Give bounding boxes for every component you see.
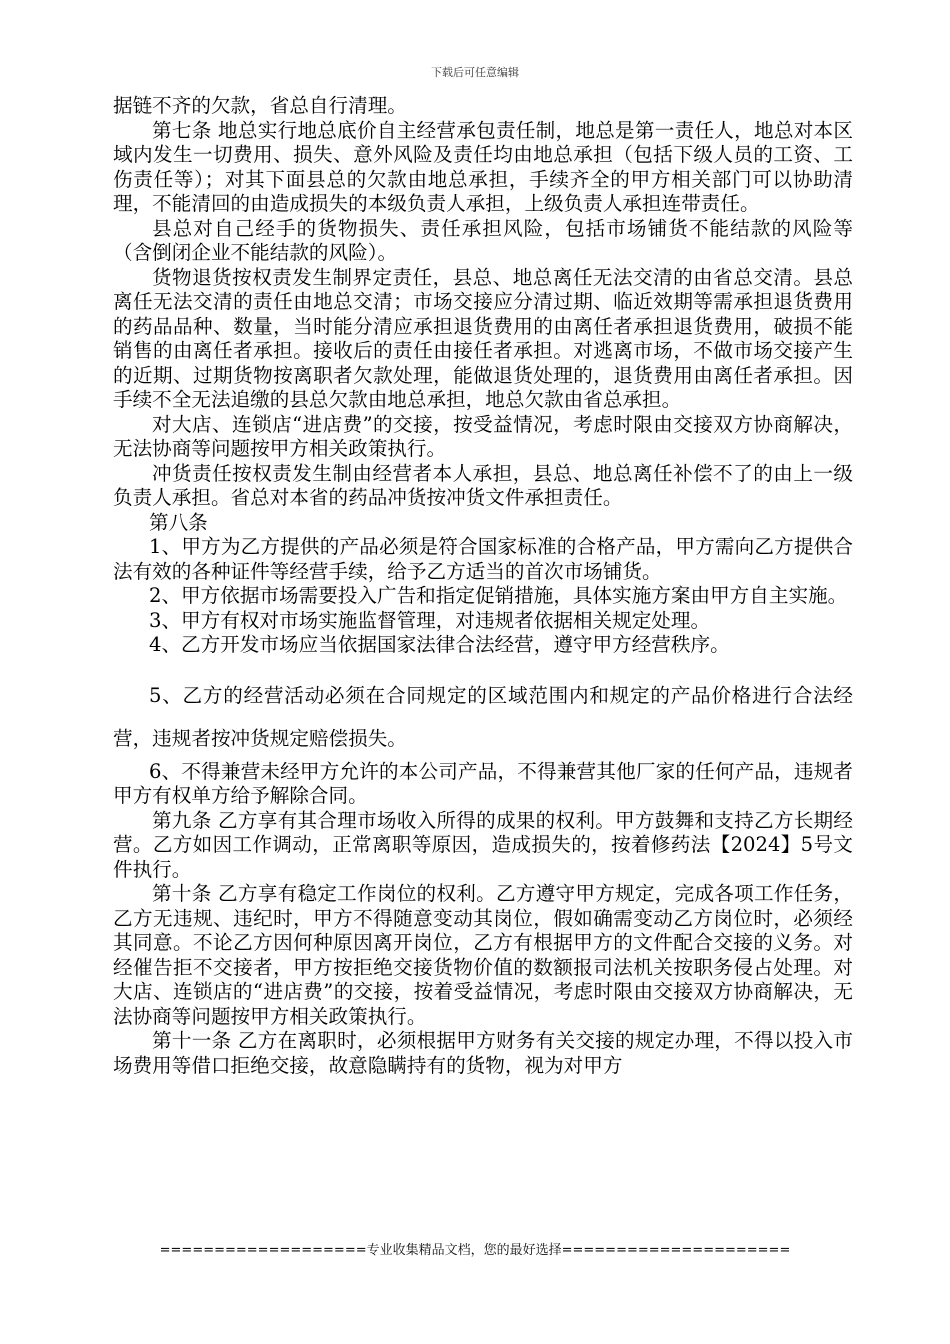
page-header-note: 下载后可任意编辑 [431, 66, 519, 79]
article-8-item-6: 6、不得兼营未经甲方允许的本公司产品，不得兼营其他厂家的任何产品，违规者甲方有权单方给予解除合同。 [113, 759, 853, 807]
heading-article-8: 第八条 [149, 510, 208, 534]
paragraph-article-11: 第十一条 乙方在离职时，必须根据甲方财务有关交接的规定办理，不得以投入市场费用等借口拒绝交接，故意隐瞒持有的货物，视为对甲方 [113, 1029, 853, 1077]
paragraph-article-10: 第十条 乙方享有稳定工作岗位的权利。乙方遵守甲方规定，完成各项工作任务，乙方无违规、违纪时，甲方不得随意变动其岗位，假如确需变动乙方岗位时，必须经其同意。不论乙方因何种原因离开岗位，乙方有根据甲方的文件配合交接的义务。对经催告拒不交接者，甲方按拒绝交接货物价值的数额报司法机关按职务侵占处理。对大店、连锁店的“进店费”的交接，按着受益情况，考虑时限由交接双方协商解决，无法协商等问题按甲方相关政策执行。 [113, 882, 853, 1028]
page-footer-banner: ===================专业收集精品文档，您的最好选择===================== [159, 1243, 791, 1258]
paragraph-county-risk: 县总对自己经手的货物损失、责任承担风险，包括市场铺货不能结款的风险等（含倒闭企业不能结款的风险）。 [113, 216, 853, 264]
paragraph-store-fee: 对大店、连锁店“进店费”的交接，按受益情况，考虑时限由交接双方协商解决，无法协商等问题按甲方相关政策执行。 [113, 412, 853, 460]
document-body [113, 94, 853, 1078]
paragraph-article-7: 第七条 地总实行地总底价自主经营承包责任制，地总是第一责任人，地总对本区域内发生一切费用、损失、意外风险及责任均由地总承担（包括下级人员的工资、工伤责任等）；对其下面县总的欠款由地总承担，手续齐全的甲方相关部门可以协助清理，不能清回的由造成损失的本级负责人承担，上级负责人承担连带责任。 [113, 118, 853, 215]
article-8-item-2: 2、甲方依据市场需要投入广告和指定促销措施，具体实施方案由甲方自主实施。 [149, 584, 848, 607]
article-8-item-4: 4、乙方开发市场应当依据国家法律合法经营，遵守甲方经营秩序。 [149, 633, 730, 656]
article-8-item-5: 5、乙方的经营活动必须在合同规定的区域范围内和规定的产品价格进行合法经营，违规者按冲货规定赔偿损失。 [113, 683, 853, 750]
article-8-item-1: 1、甲方为乙方提供的产品必须是符合国家标准的合格产品，甲方需向乙方提供合法有效的各种证件等经营手续，给予乙方适当的首次市场铺货。 [113, 535, 853, 583]
article-8-item-3: 3、甲方有权对市场实施监督管理，对违规者依据相关规定处理。 [149, 608, 711, 632]
paragraph-returns: 货物退货按权责发生制界定责任，县总、地总离任无法交清的由省总交清。县总离任无法交清的责任由地总交清；市场交接应分清过期、临近效期等需承担退货费用的药品品种、数量，当时能分清应承担退货费用的由离任者承担退货费用，破损不能销售的由离任者承担。接收后的责任由接任者承担。对逃离市场，不做市场交接产生的近期、过期货物按离职者欠款处理，能做退货处理的，退货费用由离任者承担。因手续不全无法追缴的县总欠款由地总承担，地总欠款由省总承担。 [113, 265, 853, 411]
paragraph-article-9: 第九条 乙方享有其合理市场收入所得的成果的权利。甲方鼓舞和支持乙方长期经营。乙方如因工作调动，正常离职等原因，造成损失的，按着修药法【2024】5号文件执行。 [113, 808, 853, 881]
paragraph-continuation: 据链不齐的欠款，省总自行清理。 [113, 94, 407, 117]
paragraph-cross-selling: 冲货责任按权责发生制由经营者本人承担，县总、地总离任补偿不了的由上一级负责人承担。省总对本省的药品冲货按冲货文件承担责任。 [113, 461, 853, 509]
